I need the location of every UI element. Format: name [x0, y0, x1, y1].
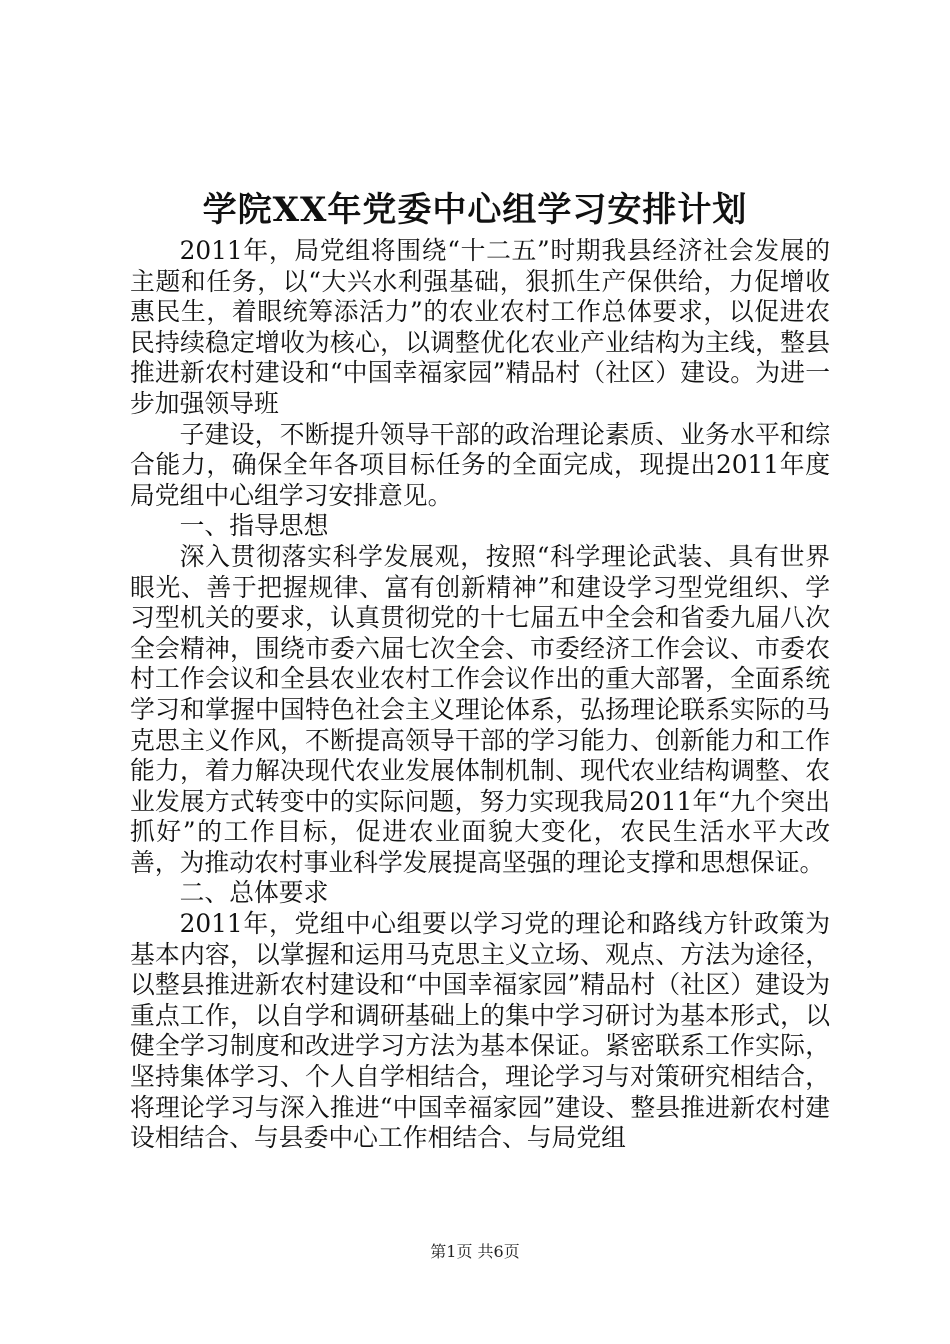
paragraph-intro-continued: 子建设，不断提升领导干部的政治理论素质、业务水平和综合能力，确保全年各项目标任务的全面完成，现提出2011年度局党组中心组学习安排意见。	[130, 419, 830, 510]
page-number-footer: 第1页 共6页	[430, 1242, 520, 1261]
paragraph-intro: 2011年，局党组将围绕“十二五”时期我县经济社会发展的主题和任务，以“大兴水利强基础，狠抓生产保供给，力促增收惠民生，着眼统筹添活力”的农业农村工作总体要求，以促进农民持续稳定增收为核心，以调整优化农业产业结构为主线，整县推进新农村建设和“中国幸福家园”精品村（社区）建设。为进一步加强领导班	[130, 236, 830, 418]
document-title: 学院XX年党委中心组学习安排计划	[202, 190, 748, 230]
section-heading-guiding-ideology: 一、指导思想	[179, 511, 329, 541]
paragraph-general-requirements: 2011年，党组中心组要以学习党的理论和路线方针政策为基本内容，以掌握和运用马克思主义立场、观点、方法为途径，以整县推进新农村建设和“中国幸福家园”精品村（社区）建设为重点工作，以自学和调研基础上的集中学习研讨为基本形式，以健全学习制度和改进学习方法为基本保证。紧密联系工作实际，坚持集体学习、个人自学相结合，理论学习与对策研究相结合，将理论学习与深入推进“中国幸福家园”建设、整县推进新农村建设相结合、与县委中心工作相结合、与局党组	[130, 909, 830, 1153]
section-heading-general-requirements: 二、总体要求	[179, 878, 329, 908]
document-body	[130, 236, 830, 1154]
paragraph-guiding-ideology: 深入贯彻落实科学发展观，按照“科学理论武装、具有世界眼光、善于把握规律、富有创新精神”和建设学习型党组织、学习型机关的要求，认真贯彻党的十七届五中全会和省委九届八次全会精神，围绕市委六届七次全会、市委经济工作会议、市委农村工作会议和全县农业农村工作会议作出的重大部署，全面系统学习和掌握中国特色社会主义理论体系，弘扬理论联系实际的马克思主义作风，不断提高领导干部的学习能力、创新能力和工作能力，着力解决现代农业发展体制机制、现代农业结构调整、农业发展方式转变中的实际问题，努力实现我局2011年“九个突出抓好”的工作目标，促进农业面貌大变化，农民生活水平大改善，为推动农村事业科学发展提高坚强的理论支撑和思想保证。	[130, 541, 830, 877]
